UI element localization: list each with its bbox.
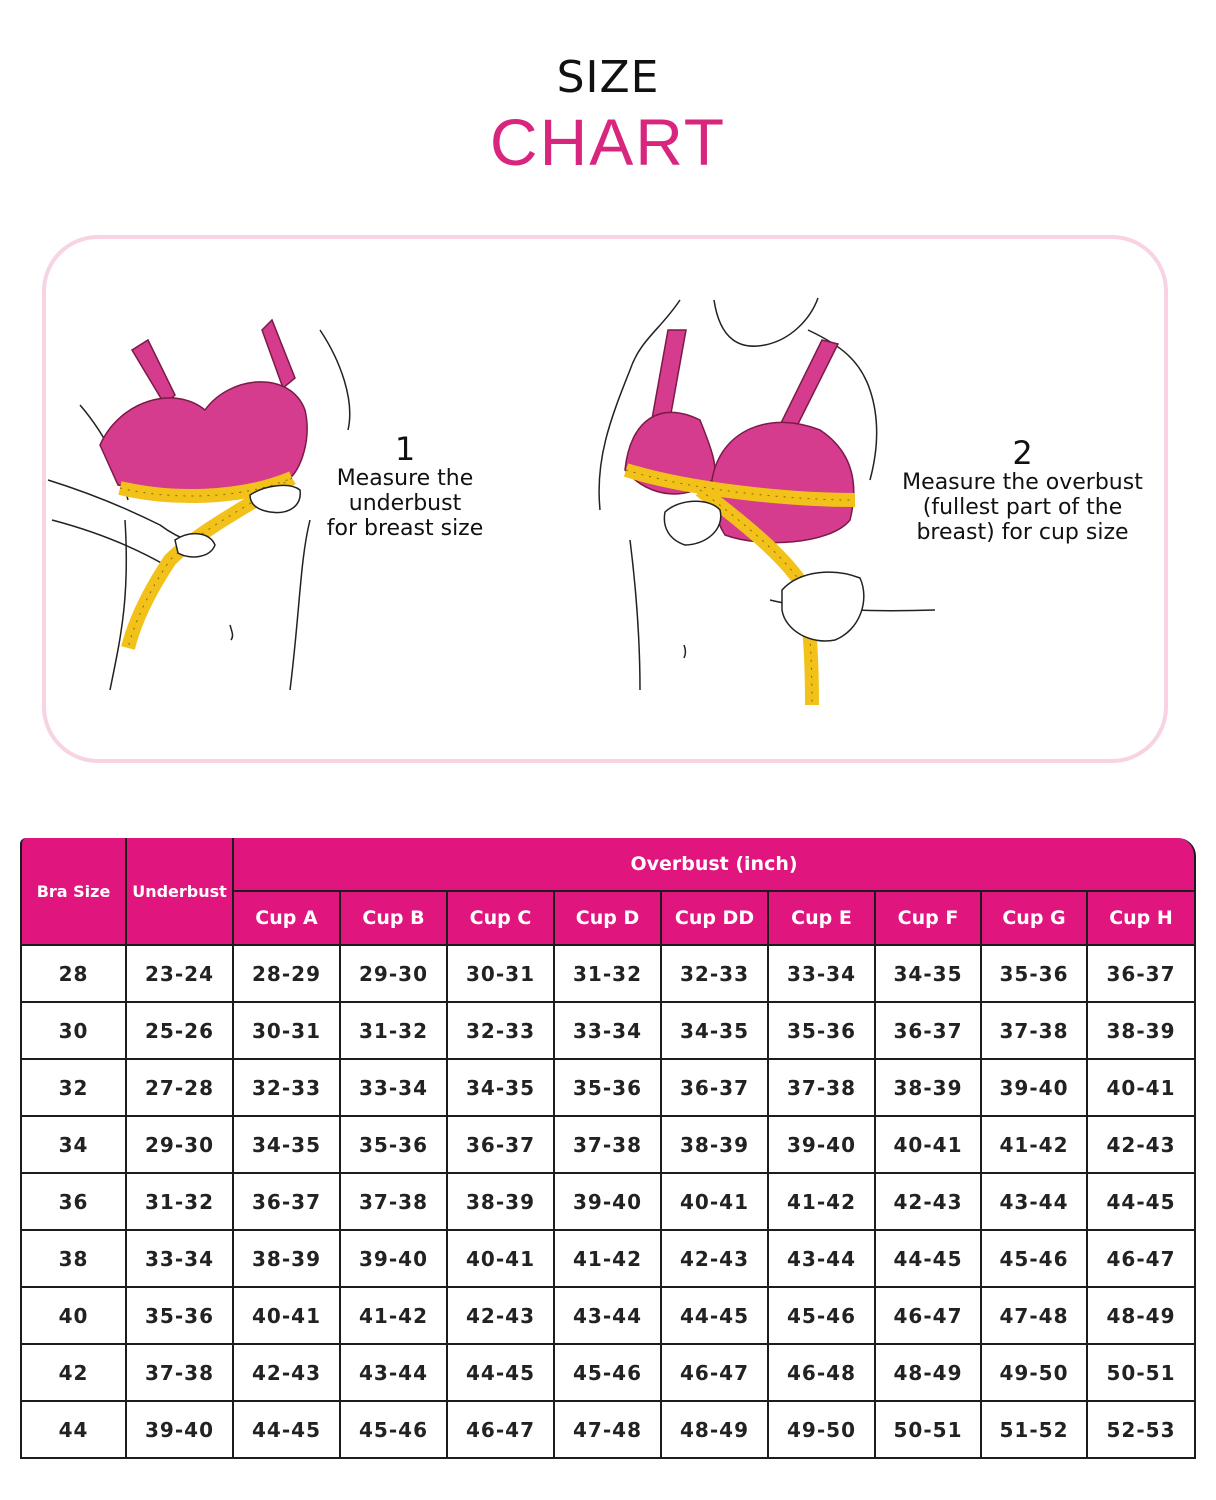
cell-underbust: 27-28 [127, 1060, 234, 1117]
cell-underbust: 33-34 [127, 1231, 234, 1288]
table-row [20, 946, 1196, 1003]
cell-overbust: 41-42 [341, 1288, 448, 1345]
table-row [20, 1174, 1196, 1231]
cell-overbust: 36-37 [876, 1003, 982, 1060]
cell-overbust: 44-45 [662, 1288, 769, 1345]
header-overbust-group: Overbust (inch) [234, 838, 1196, 892]
table-body [20, 946, 1196, 1459]
cell-overbust: 34-35 [234, 1117, 341, 1174]
header-underbust: Underbust [127, 838, 234, 946]
table-header-row-1 [20, 838, 1196, 892]
cell-underbust: 35-36 [127, 1288, 234, 1345]
step-1-number: 1 [394, 430, 416, 468]
header-cup-6: Cup F [876, 892, 982, 946]
cell-overbust: 32-33 [448, 1003, 555, 1060]
cell-bra-size: 34 [20, 1117, 127, 1174]
step-2-line3: breast) for cup size [916, 520, 1129, 545]
header-cup-1: Cup B [341, 892, 448, 946]
cell-overbust: 49-50 [769, 1402, 876, 1459]
cell-overbust: 30-31 [448, 946, 555, 1003]
cell-overbust: 46-47 [1088, 1231, 1196, 1288]
page-title-chart: CHART [489, 105, 727, 179]
cell-underbust: 23-24 [127, 946, 234, 1003]
cell-overbust: 41-42 [555, 1231, 662, 1288]
header-cup-0: Cup A [234, 892, 341, 946]
cell-overbust: 41-42 [982, 1117, 1088, 1174]
cell-overbust: 33-34 [555, 1003, 662, 1060]
cell-overbust: 44-45 [448, 1345, 555, 1402]
size-chart-table [20, 838, 1196, 1459]
cell-bra-size: 40 [20, 1288, 127, 1345]
table-row [20, 1345, 1196, 1402]
cell-overbust: 42-43 [876, 1174, 982, 1231]
cell-overbust: 37-38 [982, 1003, 1088, 1060]
table-row [20, 1060, 1196, 1117]
header-bra-size: Bra Size [20, 838, 127, 946]
cell-overbust: 52-53 [1088, 1402, 1196, 1459]
step-2-line1: Measure the overbust [902, 470, 1143, 495]
cell-overbust: 33-34 [341, 1060, 448, 1117]
cell-overbust: 36-37 [1088, 946, 1196, 1003]
step-2-number: 2 [1012, 434, 1033, 472]
cell-underbust: 25-26 [127, 1003, 234, 1060]
cell-bra-size: 30 [20, 1003, 127, 1060]
cell-overbust: 43-44 [982, 1174, 1088, 1231]
cell-overbust: 29-30 [341, 946, 448, 1003]
cell-underbust: 37-38 [127, 1345, 234, 1402]
cell-overbust: 31-32 [555, 946, 662, 1003]
cell-overbust: 36-37 [662, 1060, 769, 1117]
cell-overbust: 32-33 [234, 1060, 341, 1117]
cell-overbust: 44-45 [876, 1231, 982, 1288]
cell-overbust: 49-50 [982, 1345, 1088, 1402]
cell-overbust: 34-35 [448, 1060, 555, 1117]
header-cup-8: Cup H [1088, 892, 1196, 946]
step-1-line1: Measure the [336, 466, 474, 491]
cell-overbust: 50-51 [1088, 1345, 1196, 1402]
cell-overbust: 37-38 [769, 1060, 876, 1117]
cell-overbust: 31-32 [341, 1003, 448, 1060]
page-title-size: SIZE [556, 52, 660, 103]
cell-overbust: 45-46 [982, 1231, 1088, 1288]
cell-overbust: 40-41 [876, 1117, 982, 1174]
cell-overbust: 42-43 [1088, 1117, 1196, 1174]
cell-overbust: 48-49 [662, 1402, 769, 1459]
bra-figure-1 [100, 320, 307, 490]
cell-bra-size: 28 [20, 946, 127, 1003]
cell-bra-size: 38 [20, 1231, 127, 1288]
cell-underbust: 29-30 [127, 1117, 234, 1174]
cell-overbust: 45-46 [341, 1402, 448, 1459]
cell-overbust: 43-44 [769, 1231, 876, 1288]
step-1-line3: for breast size [326, 516, 484, 541]
cell-bra-size: 42 [20, 1345, 127, 1402]
cell-overbust: 51-52 [982, 1402, 1088, 1459]
cell-overbust: 42-43 [448, 1288, 555, 1345]
header-cup-7: Cup G [982, 892, 1088, 946]
cell-overbust: 42-43 [662, 1231, 769, 1288]
cell-overbust: 40-41 [662, 1174, 769, 1231]
cell-overbust: 40-41 [234, 1288, 341, 1345]
cell-overbust: 40-41 [448, 1231, 555, 1288]
cell-bra-size: 32 [20, 1060, 127, 1117]
cell-overbust: 47-48 [555, 1402, 662, 1459]
cell-bra-size: 36 [20, 1174, 127, 1231]
cell-overbust: 45-46 [555, 1345, 662, 1402]
cell-overbust: 36-37 [448, 1117, 555, 1174]
cell-overbust: 28-29 [234, 946, 341, 1003]
cell-overbust: 42-43 [234, 1345, 341, 1402]
cell-overbust: 37-38 [555, 1117, 662, 1174]
cell-overbust: 36-37 [234, 1174, 341, 1231]
table-row [20, 1117, 1196, 1174]
cell-overbust: 35-36 [982, 946, 1088, 1003]
cell-overbust: 46-47 [662, 1345, 769, 1402]
cell-overbust: 38-39 [448, 1174, 555, 1231]
step-1-line2: underbust [348, 491, 462, 516]
cell-overbust: 44-45 [234, 1402, 341, 1459]
cell-overbust: 39-40 [341, 1231, 448, 1288]
cell-overbust: 47-48 [982, 1288, 1088, 1345]
cell-overbust: 30-31 [234, 1003, 341, 1060]
cell-overbust: 33-34 [769, 946, 876, 1003]
cell-overbust: 32-33 [662, 946, 769, 1003]
step-1-instruction [300, 432, 510, 541]
cell-overbust: 43-44 [555, 1288, 662, 1345]
table-row [20, 1402, 1196, 1459]
cell-overbust: 38-39 [234, 1231, 341, 1288]
cell-overbust: 43-44 [341, 1345, 448, 1402]
cell-overbust: 50-51 [876, 1402, 982, 1459]
cell-overbust: 40-41 [1088, 1060, 1196, 1117]
cell-overbust: 48-49 [876, 1345, 982, 1402]
cell-overbust: 41-42 [769, 1174, 876, 1231]
cell-overbust: 34-35 [662, 1003, 769, 1060]
cell-overbust: 44-45 [1088, 1174, 1196, 1231]
bra-figure-2 [625, 330, 854, 543]
cell-overbust: 38-39 [876, 1060, 982, 1117]
cell-overbust: 46-47 [448, 1402, 555, 1459]
step-2-instruction [880, 436, 1165, 545]
table-row [20, 1231, 1196, 1288]
header-cup-3: Cup D [555, 892, 662, 946]
cell-overbust: 38-39 [662, 1117, 769, 1174]
cell-overbust: 48-49 [1088, 1288, 1196, 1345]
cell-overbust: 34-35 [876, 946, 982, 1003]
header-cup-4: Cup DD [662, 892, 769, 946]
header-cup-5: Cup E [769, 892, 876, 946]
cell-overbust: 46-48 [769, 1345, 876, 1402]
header-cup-2: Cup C [448, 892, 555, 946]
cell-overbust: 35-36 [341, 1117, 448, 1174]
cell-overbust: 39-40 [982, 1060, 1088, 1117]
cell-underbust: 31-32 [127, 1174, 234, 1231]
cell-overbust: 37-38 [341, 1174, 448, 1231]
cell-overbust: 35-36 [769, 1003, 876, 1060]
cell-overbust: 45-46 [769, 1288, 876, 1345]
cell-overbust: 35-36 [555, 1060, 662, 1117]
cell-overbust: 38-39 [1088, 1003, 1196, 1060]
table-row [20, 1003, 1196, 1060]
cell-underbust: 39-40 [127, 1402, 234, 1459]
table-row [20, 1288, 1196, 1345]
step-2-line2: (fullest part of the [922, 495, 1123, 520]
cell-overbust: 39-40 [555, 1174, 662, 1231]
cell-bra-size: 44 [20, 1402, 127, 1459]
cell-overbust: 46-47 [876, 1288, 982, 1345]
cell-overbust: 39-40 [769, 1117, 876, 1174]
